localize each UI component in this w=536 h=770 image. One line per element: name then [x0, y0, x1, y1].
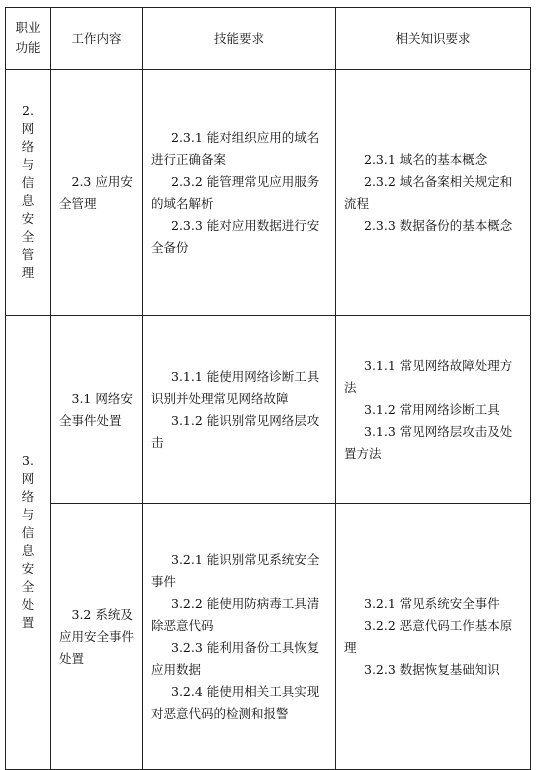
skill-item: 3.2.1 能识别常见系统安全事件: [151, 551, 320, 589]
work-cell: [51, 70, 143, 316]
function-cell: [6, 70, 51, 316]
header-work: 工作内容: [51, 8, 143, 70]
knowledge-cell: [336, 316, 531, 504]
skill-item: 3.2.4 能使用相关工具实现对恶意代码的检测和报警: [151, 683, 320, 721]
function-label: 3. 网络与信息安全处置: [21, 452, 35, 630]
header-function: 职业功能: [6, 8, 51, 70]
work-cell: [51, 504, 143, 770]
knowledge-item: 2.3.2 域名备案相关规定和流程: [344, 173, 513, 211]
knowledge-item: 2.3.3 数据备份的基本概念: [364, 217, 513, 233]
skill-item: 2.3.3 能对应用数据进行安全备份: [151, 217, 320, 255]
header-skill: 技能要求: [143, 8, 336, 70]
knowledge-cell: [336, 504, 531, 770]
knowledge-item: 3.2.2 恶意代码工作基本原理: [344, 617, 513, 655]
skill-item: 2.3.2 能管理常见应用服务的域名解析: [151, 173, 320, 211]
knowledge-item: 3.1.3 常见网络层攻击及处置方法: [344, 423, 513, 461]
work-label: 3.2 系统及应用安全事件处置: [59, 606, 135, 666]
function-label: 2. 网络与信息安全管理: [21, 102, 35, 280]
knowledge-item: 3.1.2 常用网络诊断工具: [364, 401, 500, 417]
table-header-row: [6, 8, 531, 70]
skill-item: 2.3.1 能对组织应用的域名进行正确备案: [151, 129, 320, 167]
table-row: [6, 504, 531, 770]
work-label: 2.3 应用安全管理: [59, 173, 133, 211]
work-label: 3.1 网络安全事件处置: [59, 390, 133, 428]
skill-cell: [143, 504, 336, 770]
skill-item: 3.1.1 能使用网络诊断工具识别并处理常见网络故障: [151, 368, 320, 406]
knowledge-item: 3.2.3 数据恢复基础知识: [364, 661, 500, 677]
skills-requirements-table: [5, 7, 531, 770]
skill-cell: [143, 316, 336, 504]
header-knowledge: 相关知识要求: [336, 8, 531, 70]
skill-cell: [143, 70, 336, 316]
knowledge-item: 2.3.1 域名的基本概念: [364, 151, 488, 167]
table-row: [6, 316, 531, 504]
knowledge-item: 3.2.1 常见系统安全事件: [364, 595, 500, 611]
skill-item: 3.2.3 能利用备份工具恢复应用数据: [151, 639, 320, 677]
work-cell: [51, 316, 143, 504]
knowledge-cell: [336, 70, 531, 316]
skill-item: 3.2.2 能使用防病毒工具清除恶意代码: [151, 595, 320, 633]
knowledge-item: 3.1.1 常见网络故障处理方法: [344, 357, 513, 395]
skill-item: 3.1.2 能识别常见网络层攻击: [151, 412, 320, 450]
function-cell: [6, 316, 51, 770]
table-row: [6, 70, 531, 316]
